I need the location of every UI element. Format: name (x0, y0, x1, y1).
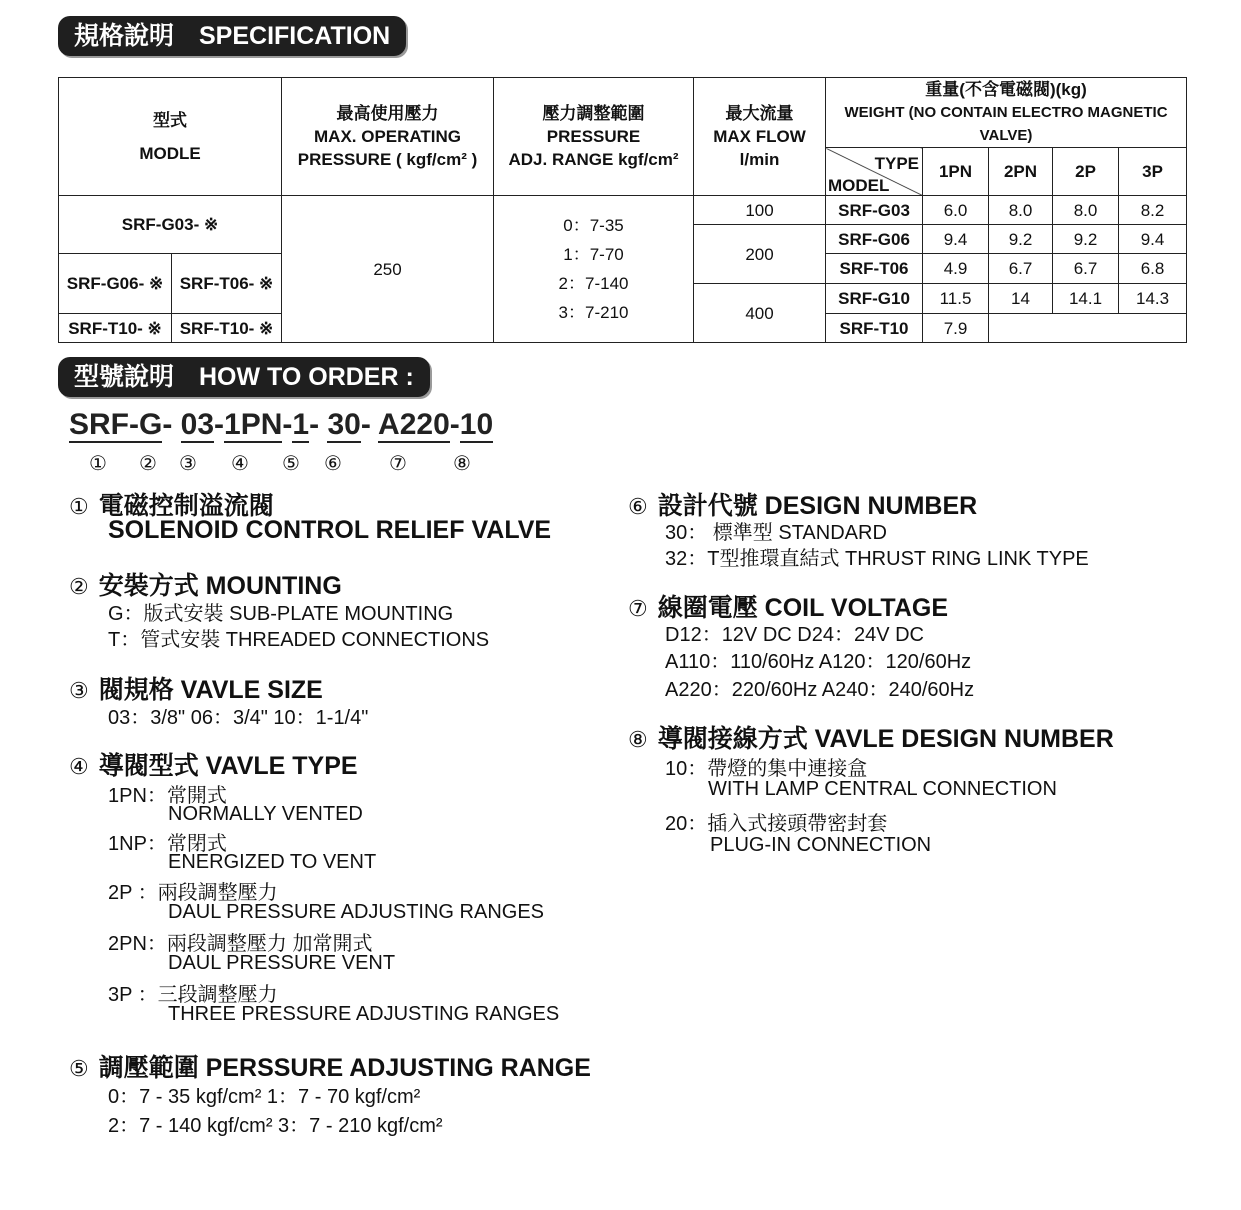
model-srf-g03: SRF-G03- ※ (59, 196, 282, 254)
section-4-line: DAUL PRESSURE VENT (168, 952, 396, 974)
section-2-line: T：管式安裝 THREADED CONNECTIONS (108, 629, 490, 651)
code-index-marker: ⑧ (453, 453, 471, 475)
code-index-marker: ⑥ (324, 453, 342, 475)
row-model: SRF-T10 (826, 314, 923, 343)
section-3-line: 03：3/8" 06：3/4" 10：1-1/4" (108, 707, 369, 729)
weight-cell: 14.3 (1119, 284, 1187, 314)
header-model: 型式 MODLE (59, 78, 282, 196)
weight-cell: 8.2 (1119, 196, 1187, 225)
model-srf-t06: SRF-T06- ※ (172, 254, 282, 314)
code-index-marker: ③ (179, 453, 197, 475)
weight-cell: 9.4 (923, 225, 989, 254)
row-model: SRF-G03 (826, 196, 923, 225)
type-1pn: 1PN (923, 148, 989, 196)
code-index-marker: ⑦ (389, 453, 407, 475)
model-srf-t10-a: SRF-T10- ※ (59, 314, 172, 343)
section-2-line: G：版式安裝 SUB-PLATE MOUNTING (108, 603, 454, 625)
type-2p: 2P (1053, 148, 1119, 196)
code-part: 10 (459, 408, 494, 441)
section-2-heading: ② 安裝方式 MOUNTING (69, 572, 342, 600)
header-adj-range: 壓力調整範圍 PRESSURE ADJ. RANGE kgf/cm² (494, 78, 694, 196)
section-5-line: 0：7 - 35 kgf/cm² 1：7 - 70 kgf/cm² (108, 1086, 421, 1108)
section-4-line: DAUL PRESSURE ADJUSTING RANGES (168, 901, 545, 923)
code-index-marker: ② (139, 453, 157, 475)
section-4-line: 1PN：常開式 (108, 785, 227, 807)
weight-cell: 6.8 (1119, 254, 1187, 284)
section-8-line: 10：帶燈的集中連接盒 (665, 758, 868, 780)
code-part: 1PN (224, 408, 283, 441)
section-6-line: 32：T型推環直結式 THRUST RING LINK TYPE (665, 548, 1089, 570)
specification-table (58, 77, 1187, 343)
weight-cell: 6.0 (923, 196, 989, 225)
section-8-line: 20：插入式接頭帶密封套 (665, 813, 888, 835)
section-4-heading: ④ 導閥型式 VAVLE TYPE (69, 752, 358, 780)
section-8-heading: ⑧ 導閥接線方式 VAVLE DESIGN NUMBER (628, 725, 1114, 753)
model-srf-g06: SRF-G06- ※ (59, 254, 172, 314)
section-6-line: 30： 標準型 STANDARD (665, 522, 887, 544)
code-part: 1 (292, 408, 310, 441)
type-model-diagonal-cell: TYPE MODEL (826, 148, 923, 196)
section-3-heading: ③ 閥規格 VAVLE SIZE (69, 676, 323, 704)
section-4-line: NORMALLY VENTED (168, 803, 363, 825)
section-4-line: 3P ：三段調整壓力 (108, 984, 278, 1006)
row-model: SRF-G06 (826, 225, 923, 254)
header-max-pressure: 最高使用壓力 MAX. OPERATING PRESSURE ( kgf/cm² ) (282, 78, 494, 196)
code-index-marker: ④ (231, 453, 249, 475)
type-3p: 3P (1119, 148, 1187, 196)
weight-cell: 4.9 (923, 254, 989, 284)
header-weight: 重量(不含電磁閥)(kg) WEIGHT (NO CONTAIN ELECTRO MAGNETIC VALVE) (826, 78, 1187, 148)
weight-cell: 6.7 (989, 254, 1053, 284)
weight-cell: 9.2 (1053, 225, 1119, 254)
max-pressure-value: 250 (282, 196, 494, 343)
section-1-subtitle: SOLENOID CONTROL RELIEF VALVE (108, 516, 552, 544)
weight-cell: 6.7 (1053, 254, 1119, 284)
code-part: 30 (327, 408, 361, 441)
section-4-line: 2PN：兩段調整壓力 加常開式 (108, 933, 373, 955)
weight-cell: 9.2 (989, 225, 1053, 254)
adj-range-values: 0：7-35 1：7-70 2：7-140 3：7-210 (494, 196, 694, 343)
flow-400: 400 (694, 284, 826, 343)
order-code: SRF-G- 03-1PN-1- 30- A220-10 (69, 408, 494, 441)
section-7-heading: ⑦ 線圈電壓 COIL VOLTAGE (628, 594, 949, 622)
section-4-line: 2P ：兩段調整壓力 (108, 882, 278, 904)
code-index-marker: ⑤ (282, 453, 300, 475)
how-to-order-badge: 型號說明 HOW TO ORDER : (58, 357, 430, 397)
section-8-line: WITH LAMP CENTRAL CONNECTION (708, 778, 1057, 800)
flow-100: 100 (694, 196, 826, 225)
code-part: 03 (180, 408, 215, 441)
weight-cell: 8.0 (989, 196, 1053, 225)
code-part: A220 (378, 408, 450, 441)
section-5-heading: ⑤ 調壓範圍 PERSSURE ADJUSTING RANGE (69, 1054, 591, 1082)
empty-cell (989, 314, 1187, 343)
section-7-line: D12：12V DC D24：24V DC (665, 624, 924, 646)
weight-cell: 8.0 (1053, 196, 1119, 225)
weight-cell: 14 (989, 284, 1053, 314)
flow-200: 200 (694, 225, 826, 284)
row-model: SRF-G10 (826, 284, 923, 314)
section-1-heading: ① 電磁控制溢流閥 (69, 492, 274, 520)
weight-cell: 14.1 (1053, 284, 1119, 314)
code-index-marker: ① (89, 453, 107, 475)
section-7-line: A220：220/60Hz A240：240/60Hz (665, 679, 975, 701)
section-5-line: 2：7 - 140 kgf/cm² 3：7 - 210 kgf/cm² (108, 1115, 443, 1137)
weight-cell: 11.5 (923, 284, 989, 314)
section-8-line: PLUG-IN CONNECTION (710, 834, 932, 856)
type-2pn: 2PN (989, 148, 1053, 196)
section-4-line: ENERGIZED TO VENT (168, 851, 377, 873)
model-srf-t10-b: SRF-T10- ※ (172, 314, 282, 343)
weight-cell: 9.4 (1119, 225, 1187, 254)
code-part: SRF-G (69, 408, 163, 441)
section-6-heading: ⑥ 設計代號 DESIGN NUMBER (628, 492, 978, 520)
section-4-line: THREE PRESSURE ADJUSTING RANGES (168, 1003, 560, 1025)
row-model: SRF-T06 (826, 254, 923, 284)
section-4-line: 1NP：常閉式 (108, 833, 227, 855)
header-max-flow: 最大流量 MAX FLOW l/min (694, 78, 826, 196)
specification-badge: 規格說明 SPECIFICATION (58, 16, 406, 56)
weight-cell: 7.9 (923, 314, 989, 343)
section-7-line: A110：110/60Hz A120：120/60Hz (665, 651, 972, 673)
